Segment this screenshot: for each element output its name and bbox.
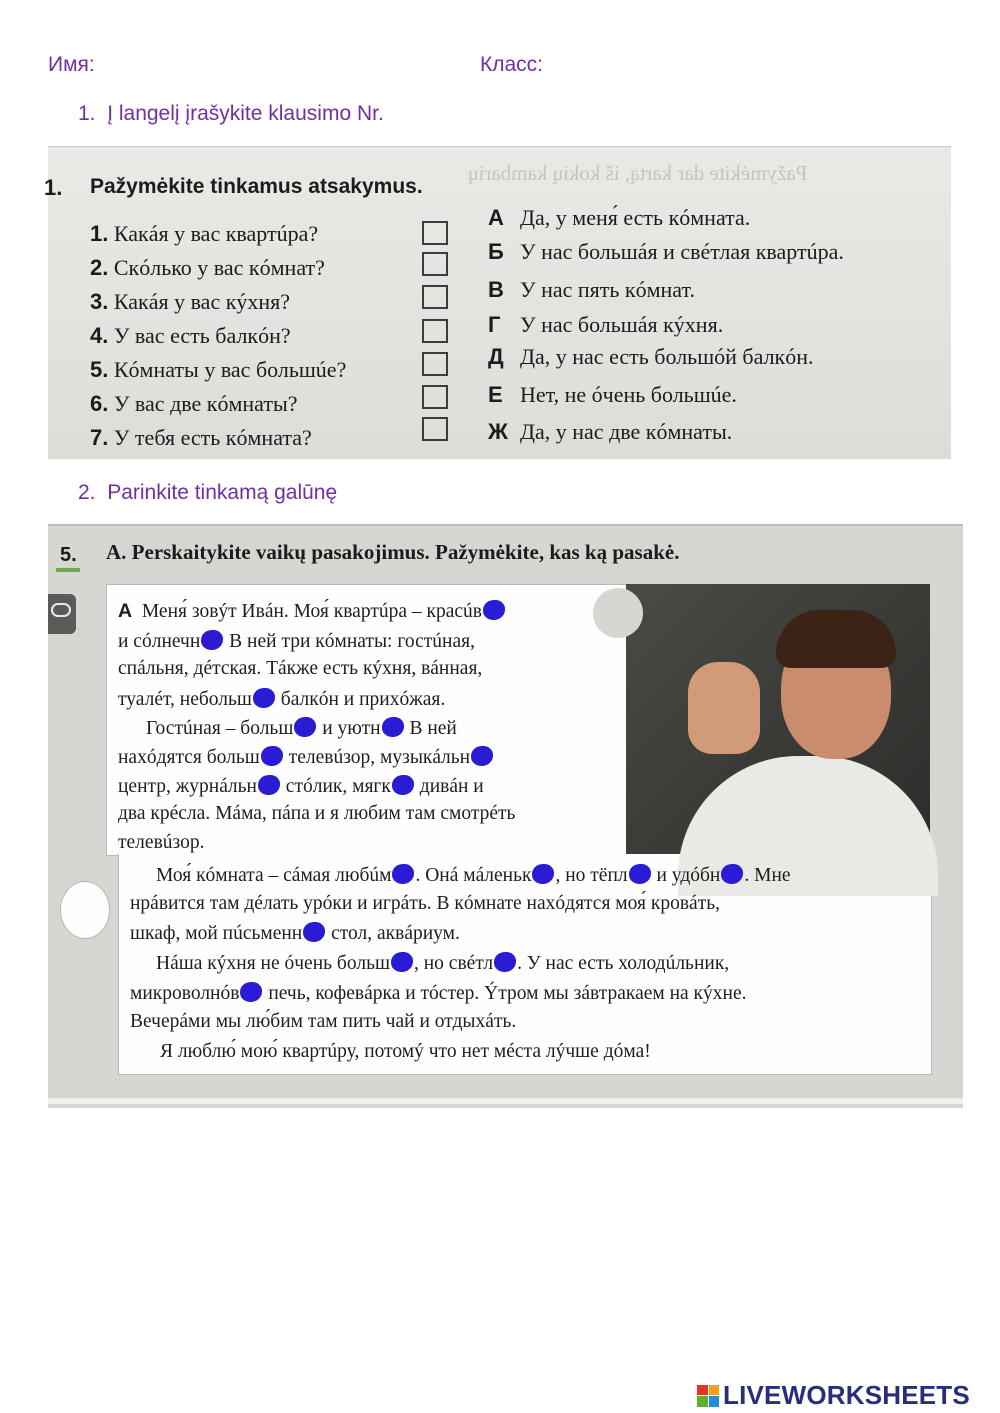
liveworksheets-logo	[697, 1380, 970, 1411]
boy-photo	[626, 584, 930, 854]
blank-input[interactable]	[471, 746, 493, 766]
hair-shape	[776, 610, 896, 668]
answer-a: А Да, у меня́ есть кóмната.	[488, 205, 751, 230]
text-line: микроволнóв печь, кофевáрка и тóстер. Ýтром мы зáвтракаем на кýхне.	[130, 983, 747, 1004]
blank-input[interactable]	[253, 688, 275, 708]
blank-input[interactable]	[392, 864, 414, 884]
answer-box-a[interactable]	[422, 221, 448, 245]
blank-input[interactable]	[532, 864, 554, 884]
text-line: Вечерáми мы лю́бим там пить чай и отдыхáть.	[130, 1011, 517, 1032]
answer-box-d[interactable]	[422, 352, 448, 376]
logo-text: LIVEWORKSHEETS	[723, 1380, 970, 1410]
audio-icon	[51, 603, 71, 617]
blank-input[interactable]	[261, 746, 283, 766]
task1-number: 1.	[78, 102, 96, 125]
blank-input[interactable]	[494, 952, 516, 972]
text-line: спáльня, дéтская. Тáкже есть кýхня, вáнная,	[118, 658, 483, 679]
puzzle-knob-left	[60, 881, 110, 939]
task2-text: Parinkite tinkamą galūnę	[107, 481, 338, 504]
text-line: центр, журнáльн стóлик, мягк дивáн и	[118, 776, 484, 797]
text-line: Нáша кýхня не óчень больш , но свéтл . У нас есть холодúльник,	[156, 953, 730, 974]
blank-input[interactable]	[303, 922, 325, 942]
blank-input[interactable]	[629, 864, 651, 884]
answer-box-b[interactable]	[422, 252, 448, 276]
answer-d: Д Да, у нас есть большóй балкóн.	[488, 344, 814, 369]
question-3: 3. Какáя у вас кýхня?	[90, 289, 291, 314]
blank-input[interactable]	[258, 775, 280, 795]
exercise1-scan	[44, 146, 951, 459]
answer-box-zh[interactable]	[422, 417, 448, 441]
task1-instruction	[78, 102, 384, 126]
puzzle-knob-top	[593, 588, 643, 638]
answer-zh: Ж Да, у нас две кóмнаты.	[488, 419, 733, 444]
question-4: 4. У вас есть балкóн?	[90, 323, 291, 348]
class-label: Класс:	[480, 53, 543, 76]
green-accent-line	[56, 568, 80, 572]
blank-input[interactable]	[294, 717, 316, 737]
hand-shape	[688, 662, 760, 754]
blank-input[interactable]	[201, 630, 223, 650]
answer-box-g[interactable]	[422, 319, 448, 343]
blank-input[interactable]	[721, 864, 743, 884]
task2-number: 2.	[78, 481, 96, 504]
text-line: нахóдятся больш телевúзор, музыкáльн	[118, 746, 494, 768]
text-line: телевúзор.	[118, 832, 205, 853]
text-line: туалéт, небольш балкóн и прихóжая.	[118, 689, 446, 710]
text-line: Гостúная – больш и уютн В ней	[146, 718, 457, 739]
answer-box-e[interactable]	[422, 385, 448, 409]
text-line: нрáвится там дéлать урóки и игрáть. В кóмнате нахóдятся моя́ кровáть,	[130, 893, 720, 914]
question-2: 2. Скóлько у вас кóмнат?	[90, 255, 325, 280]
question-5: 5. Кóмнаты у вас большúе?	[90, 357, 347, 382]
page-edge	[48, 1098, 963, 1104]
blank-input[interactable]	[391, 952, 413, 972]
answer-box-v[interactable]	[422, 285, 448, 309]
exercise1-number: 1.	[44, 175, 63, 200]
blank-input[interactable]	[483, 600, 505, 620]
blank-input[interactable]	[240, 982, 262, 1002]
answer-v: В У нас пять кóмнат.	[488, 277, 695, 302]
text-line: два крéсла. Мáма, пáпа и я любим там смотрéть	[118, 803, 516, 824]
task1-text: Į langelį įrašykite klausimo Nr.	[107, 102, 384, 125]
exercise2-scan	[48, 524, 963, 1108]
exercise1-title: Pažymėkite tinkamus atsakymus.	[90, 175, 423, 198]
task2-instruction	[78, 481, 337, 505]
question-7: 7. У тебя есть кóмната?	[90, 425, 312, 450]
answer-b: Б У нас большáя и свéтлая квартúра.	[488, 239, 844, 264]
answer-g: Г У нас большáя кýхня.	[488, 312, 724, 337]
logo-icon	[697, 1385, 719, 1407]
exercise2-title: A. Perskaitykite vaikų pasakojimus. Pažymėkite, kas ką pasakė.	[106, 540, 680, 564]
text-line: Моя́ кóмната – сáмая любúм . Онá мáленьк , но тёпл и удóбн . Мне	[156, 865, 791, 886]
exercise2-number: 5.	[60, 544, 77, 566]
blank-input[interactable]	[382, 717, 404, 737]
question-6: 6. У вас две кóмнаты?	[90, 391, 298, 416]
name-label: Имя:	[48, 53, 95, 76]
text-line: Я люблю́ мою́ квартúру, потомý что нет мéста лýчше дóма!	[160, 1041, 651, 1062]
answer-e: Е Нет, не óчень большúе.	[488, 382, 737, 407]
question-1: 1. Какáя у вас квартúра?	[90, 221, 319, 246]
bleed-through-text: Pažymėkite dar kartą, iš kokių kambarių	[468, 161, 808, 185]
text-line: и сóлнечн В ней три кóмнаты: гостúная,	[118, 631, 475, 652]
blank-input[interactable]	[392, 775, 414, 795]
text-line: А Меня́ зовýт Ивáн. Моя́ квартúра – красúв	[118, 600, 506, 622]
text-line: шкаф, мой пúсьменн стол, аквáриум.	[130, 923, 460, 944]
